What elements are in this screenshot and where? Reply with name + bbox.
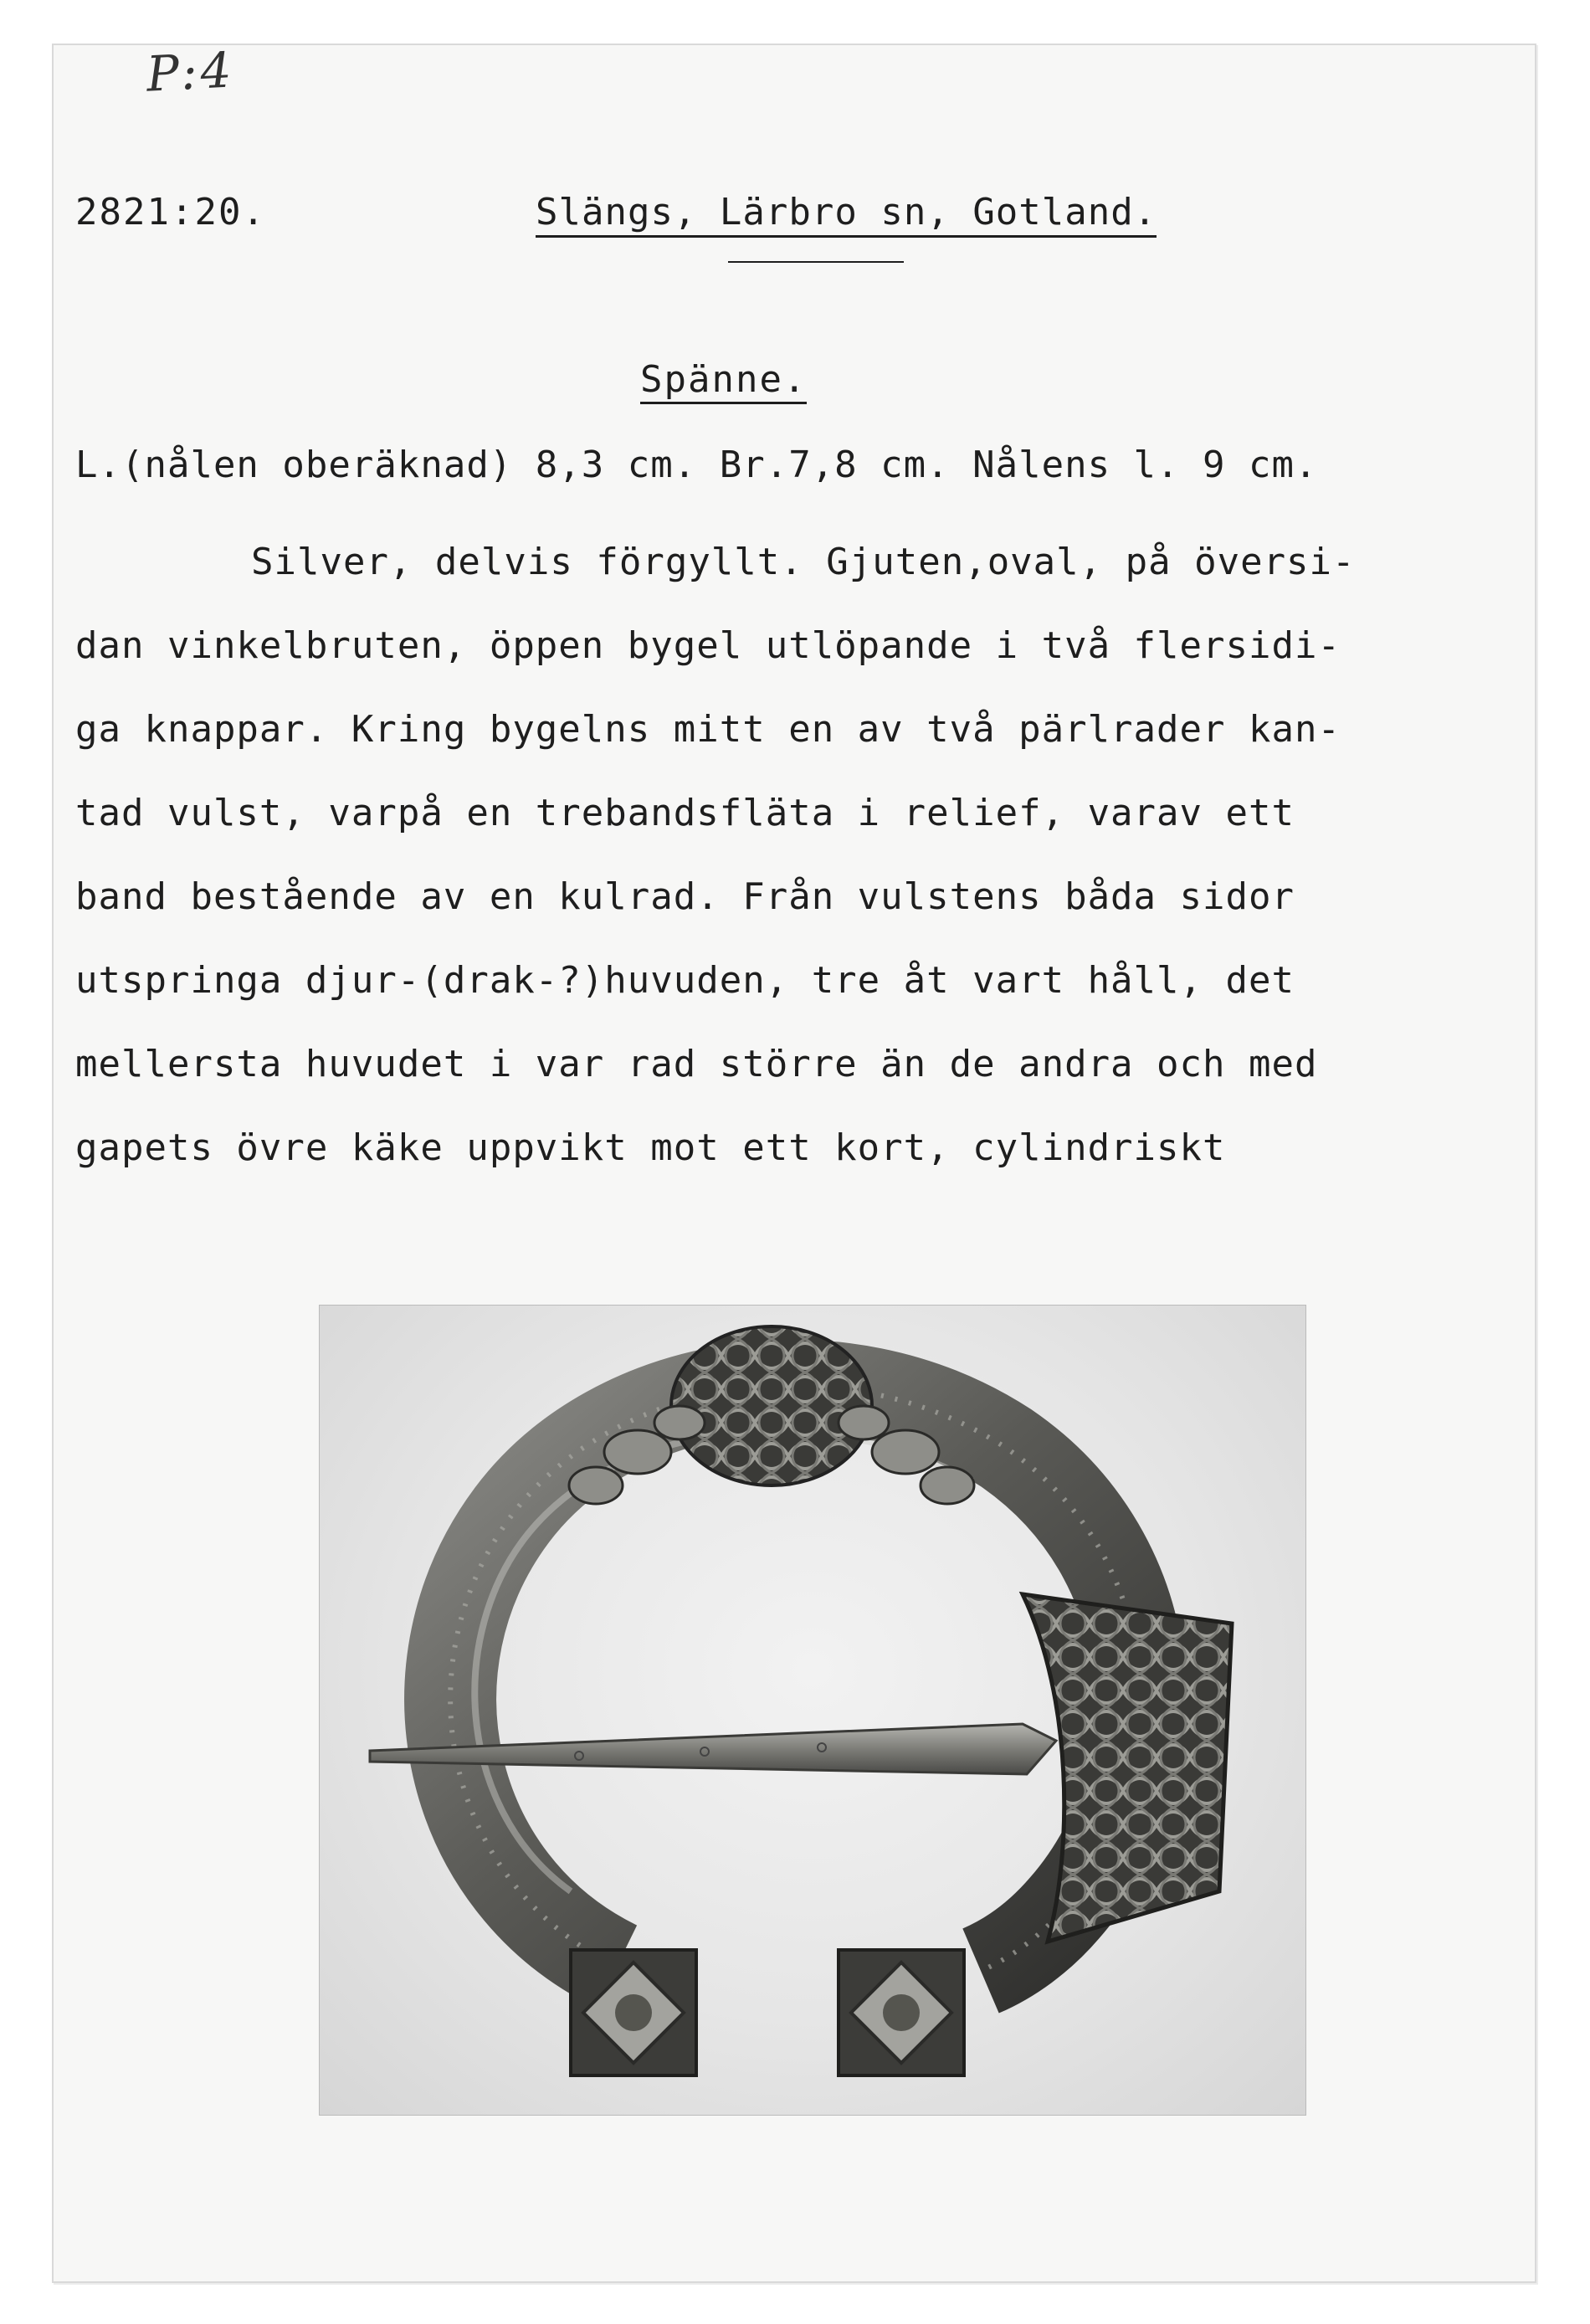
brooch-photograph <box>320 1306 1305 2115</box>
description-line: utspringa djur-(drak-?)huvuden, tre åt vart håll, det <box>75 959 1295 1002</box>
terminal-knob-left <box>571 1950 696 2075</box>
description-line: Silver, delvis förgyllt. Gjuten,oval, på översi- <box>251 541 1356 583</box>
location-double-underline <box>728 261 904 263</box>
description-line: tad vulst, varpå en trebandsfläta i relief, varav ett <box>75 792 1295 834</box>
description-line: mellersta huvudet i var rad större än de andra och med <box>75 1043 1318 1085</box>
brooch-illustration <box>320 1306 1305 2115</box>
description <box>75 521 1531 1190</box>
find-location: Slängs, Lärbro sn, Gotland. <box>536 191 1157 238</box>
object-title: Spänne. <box>640 358 807 404</box>
catalog-number: 2821:20. <box>75 191 266 233</box>
measurements: L.(nålen oberäknad) 8,3 cm. Br.7,8 cm. Nålens l. 9 cm. <box>75 444 1318 486</box>
description-line: band bestående av en kulrad. Från vulstens båda sidor <box>75 875 1295 918</box>
description-line: ga knappar. Kring bygelns mitt en av två pärlrader kan- <box>75 708 1341 751</box>
handwritten-mark: P:4 <box>145 41 237 103</box>
description-line: dan vinkelbruten, öppen bygel utlöpande i två flersidi- <box>75 624 1341 667</box>
terminal-knob-right <box>839 1950 964 2075</box>
central-boss <box>671 1326 872 1485</box>
description-line: gapets övre käke uppvikt mot ett kort, cylindriskt <box>75 1126 1226 1169</box>
